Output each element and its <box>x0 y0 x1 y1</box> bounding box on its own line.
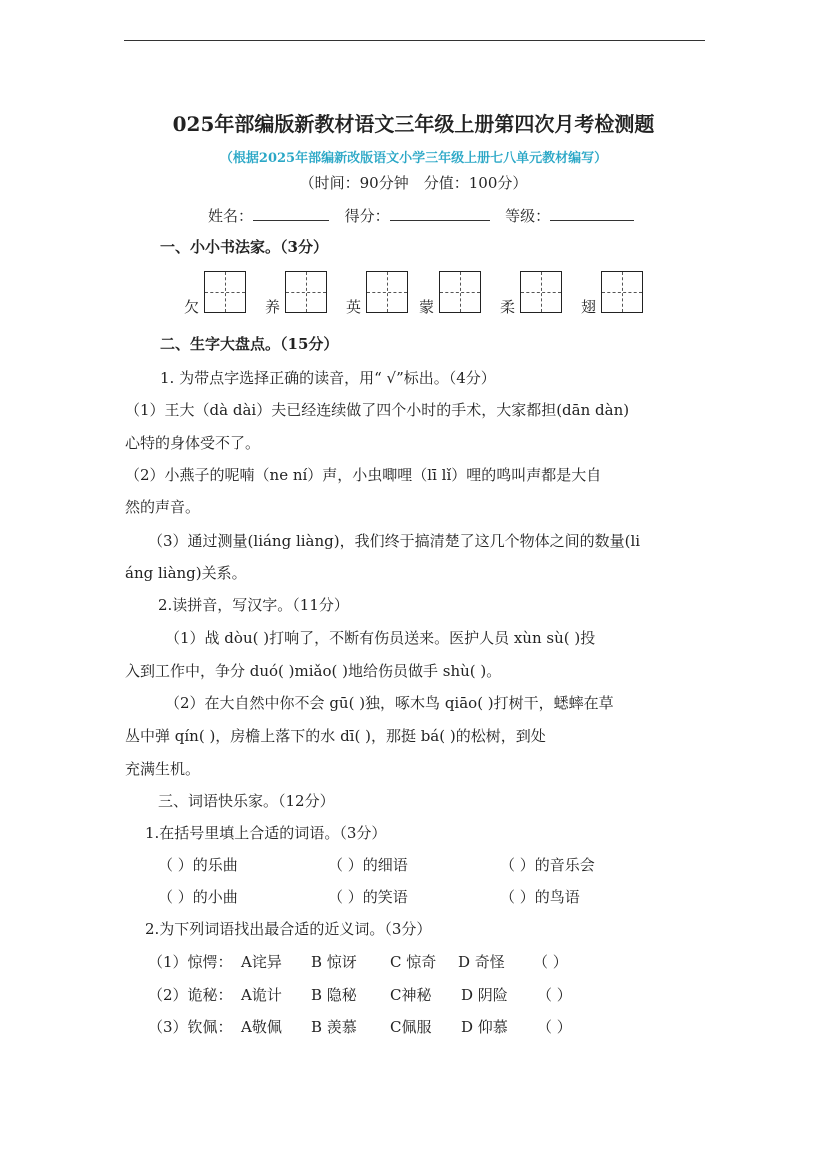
fill-item[interactable]: （ ）的乐曲 <box>158 856 238 874</box>
q2-para1b: 入到工作中，争分 duó( )miǎo( )地给伤员做手 shù( )。 <box>125 662 502 680</box>
q2-title: 2.读拼音，写汉字。（11分） <box>158 596 349 614</box>
section1-heading: 一、小小书法家。（3分） <box>160 238 328 256</box>
tianzige-box[interactable] <box>204 271 246 313</box>
option-a[interactable]: A诧异 <box>241 953 282 971</box>
q2-para2a: （2）在大自然中你不会 gū( )独，啄木鸟 qiāo( )打树干，蟋蟀在草 <box>165 694 614 712</box>
answer-blank[interactable]: （ ） <box>537 1018 572 1036</box>
q2-para1a: （1）战 dòu( )打响了，不断有伤员送来。医护人员 xùn sù( )投 <box>165 629 596 647</box>
option-a[interactable]: A诡计 <box>241 986 282 1004</box>
grid-char: 欠 <box>184 298 200 316</box>
synonym-word: （3）钦佩： <box>148 1018 233 1036</box>
option-d[interactable]: D 阴险 <box>461 986 508 1004</box>
section3-heading: 三、词语快乐家。（12分） <box>158 792 335 810</box>
option-c[interactable]: C神秘 <box>390 986 432 1004</box>
tianzige-box[interactable] <box>366 271 408 313</box>
name-label: 姓名： <box>208 207 254 225</box>
option-b[interactable]: B 隐秘 <box>311 986 357 1004</box>
grade-label: 等级： <box>505 207 551 225</box>
student-info <box>208 205 634 226</box>
grid-char: 养 <box>265 298 281 316</box>
q1-sentence1a: （1）王大（dà dài）夫已经连续做了四个小时的手术，大家都担(dān dàn) <box>125 401 630 419</box>
option-b[interactable]: B 惊讶 <box>311 953 357 971</box>
synonym-word: （2）诡秘： <box>148 986 233 1004</box>
score-field[interactable] <box>390 206 490 221</box>
grid-char: 蒙 <box>419 298 435 316</box>
fill-item[interactable]: （ ）的小曲 <box>158 888 238 906</box>
option-d[interactable]: D 仰慕 <box>461 1018 508 1036</box>
option-a[interactable]: A敬佩 <box>241 1018 282 1036</box>
q1-title: 1. 为带点字选择正确的读音，用“ √”标出。（4分） <box>160 369 496 387</box>
q2-para2b: 丛中弹 qín( )，房檐上落下的水 dī( )，那挺 bá( )的松树，到处 <box>125 727 546 745</box>
answer-blank[interactable]: （ ） <box>537 986 572 1004</box>
fill-item[interactable]: （ ）的音乐会 <box>500 856 595 874</box>
option-c[interactable]: C 惊奇 <box>390 953 437 971</box>
exam-meta: （时间：90分钟 分值：100分） <box>299 174 528 192</box>
q1-sentence3a: （3）通过测量(liáng liàng)，我们终于搞清楚了这几个物体之间的数量(li <box>148 532 641 550</box>
answer-blank[interactable]: （ ） <box>533 953 568 971</box>
s3-q2-title: 2.为下列词语找出最合适的近义词。（3分） <box>145 920 432 938</box>
top-rule <box>124 40 705 41</box>
tianzige-box[interactable] <box>520 271 562 313</box>
score-label: 得分： <box>344 207 390 225</box>
grade-field[interactable] <box>550 206 634 221</box>
q2-para2c: 充满生机。 <box>125 760 201 778</box>
grid-char: 柔 <box>500 298 516 316</box>
tianzige-box[interactable] <box>285 271 327 313</box>
q1-sentence3b: áng liàng)关系。 <box>125 564 247 582</box>
option-b[interactable]: B 羡慕 <box>311 1018 357 1036</box>
section2-heading: 二、生字大盘点。（15分） <box>160 335 339 353</box>
s3-q1-title: 1.在括号里填上合适的词语。（3分） <box>145 824 387 842</box>
page-subtitle: （根据2025年部编新改版语文小学三年级上册七八单元教材编写） <box>219 151 608 166</box>
fill-item[interactable]: （ ）的鸟语 <box>500 888 580 906</box>
grid-char: 翅 <box>581 298 597 316</box>
tianzige-box[interactable] <box>601 271 643 313</box>
q1-sentence2b: 然的声音。 <box>125 498 201 516</box>
option-d[interactable]: D 奇怪 <box>458 953 505 971</box>
fill-item[interactable]: （ ）的笑语 <box>328 888 408 906</box>
q1-sentence2a: （2）小燕子的呢喃（ne ní）声，小虫唧哩（lī lǐ）哩的鸣叫声都是大自 <box>125 466 602 484</box>
synonym-word: （1）惊愕： <box>148 953 233 971</box>
page-title: 025年部编版新教材语文三年级上册第四次月考检测题 <box>172 112 655 136</box>
name-field[interactable] <box>253 206 329 221</box>
fill-item[interactable]: （ ）的细语 <box>328 856 408 874</box>
tianzige-box[interactable] <box>439 271 481 313</box>
q1-sentence1b: 心特的身体受不了。 <box>125 434 261 452</box>
option-c[interactable]: C佩服 <box>390 1018 432 1036</box>
grid-char: 英 <box>346 298 362 316</box>
